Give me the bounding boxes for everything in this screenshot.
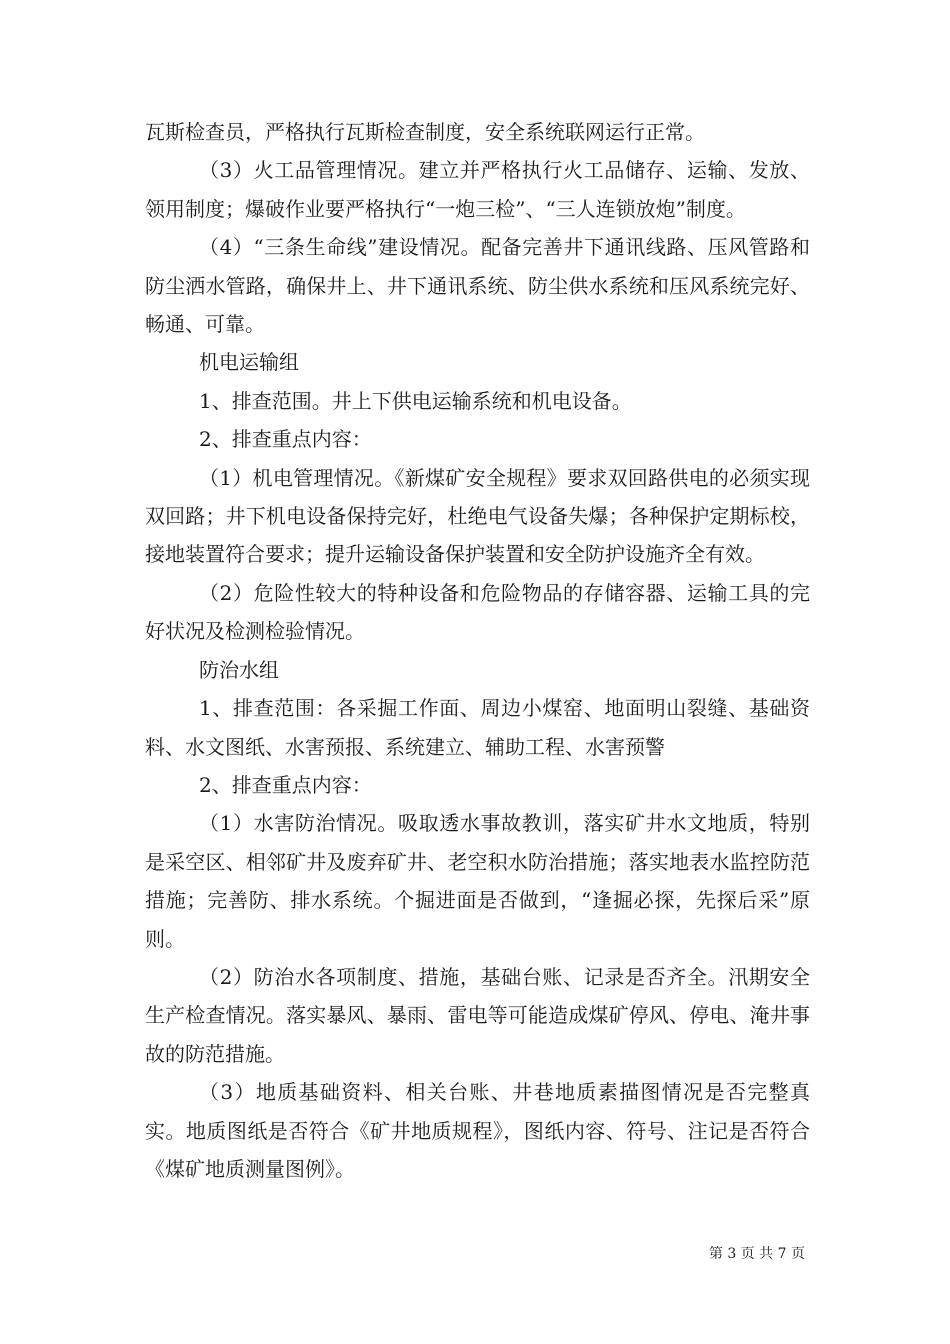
paragraph: 2、排查重点内容： (199, 772, 372, 797)
paragraph: （4）“三条生命线”建设情况。配备完善井下通讯线路、压风管路和防尘洒水管路，确保井上、井下通讯系统、防尘供水系统和压风系统完好、畅通、可靠。 (145, 235, 810, 337)
paragraph: （2）防治水各项制度、措施，基础台账、记录是否齐全。汛期安全生产检查情况。落实暴风、暴雨、雷电等可能造成煤矿停风、停电、淹井事故的防范措施。 (145, 964, 810, 1066)
paragraph: 1、排查范围：各采掘工作面、周边小煤窑、地面明山裂缝、基础资料、水文图纸、水害预报、系统建立、辅助工程、水害预警 (145, 696, 810, 759)
document-body (145, 113, 810, 1188)
paragraph: （3）地质基础资料、相关台账、井巷地质素描图情况是否完整真实。地质图纸是否符合《矿井地质规程》，图纸内容、符号、注记是否符合《煤矿地质测量图例》。 (145, 1080, 810, 1181)
page-number: 第 3 页 共 7 页 (708, 1246, 805, 1262)
section-heading: 防治水组 (199, 657, 279, 682)
paragraph: 瓦斯检查员，严格执行瓦斯检查制度，安全系统联网运行正常。 (145, 120, 705, 144)
paragraph: （1）机电管理情况。《新煤矿安全规程》要求双回路供电的必须实现双回路；井下机电设备保持完好，杜绝电气设备失爆；各种保护定期标校，接地装置符合要求；提升运输设备保护装置和安全防护设施齐全有效。 (145, 465, 810, 567)
paragraph: 2、排查重点内容： (199, 427, 372, 452)
paragraph: （3）火工品管理情况。建立并严格执行火工品储存、运输、发放、领用制度；爆破作业要严格执行“一炮三检”、“三人连锁放炮”制度。 (145, 158, 810, 221)
section-heading: 机电运输组 (199, 350, 299, 375)
paragraph: （1）水害防治情况。吸取透水事故教训，落实矿井水文地质，特别是采空区、相邻矿井及废弃矿井、老空积水防治措施；落实地表水监控防范措施；完善防、排水系统。个掘进面是否做到，“逢掘必探，先探后采”原则。 (145, 811, 810, 951)
paragraph: （2）危险性较大的特种设备和危险物品的存储容器、运输工具的完好状况及检测检验情况。 (145, 580, 810, 644)
paragraph: 1、排查范围。井上下供电运输系统和机电设备。 (199, 388, 632, 413)
